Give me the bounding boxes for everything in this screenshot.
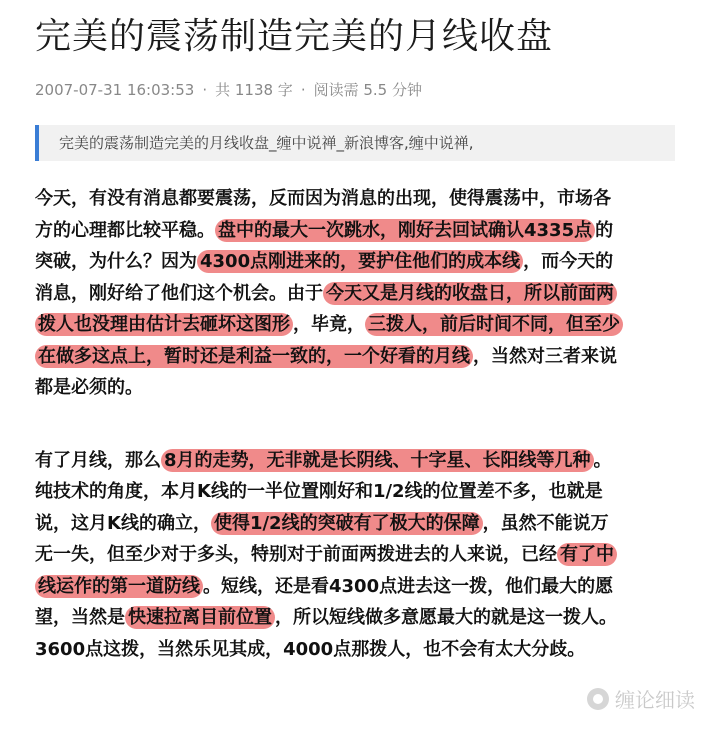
paragraph-line: [35, 183, 679, 215]
highlight: 8月的走势，无非就是长阴线、十字星、长阳线等几种: [161, 449, 594, 472]
text-run: 。短线，还是看4300点进去这一拨，他们最大的愿: [203, 575, 614, 597]
paragraph-line: [35, 341, 679, 373]
text-run: 说，这月K线的确立，: [35, 512, 211, 534]
paragraph-line: [35, 372, 679, 404]
text-run: 消息，刚好给了他们这个机会。由于: [35, 282, 323, 304]
watermark-logo-icon: [587, 688, 609, 710]
paragraph-1: [35, 183, 679, 404]
highlight: 三拨人，前后时间不同，但至少: [365, 313, 623, 336]
paragraph-line: [35, 476, 679, 508]
text-run: 都是必须的。: [35, 377, 143, 398]
watermark: [587, 684, 695, 713]
article-summary: 完美的震荡制造完美的月线收盘_缠中说禅_新浪博客,缠中说禅,: [35, 125, 675, 161]
highlight: 线运作的第一道防线: [35, 575, 203, 598]
paragraph-line: [35, 634, 679, 666]
text-run: ，而今天的: [523, 251, 614, 272]
highlight: 拨人也没理由估计去砸坏这图形: [35, 313, 293, 336]
publish-datetime: 2007-07-31 16:03:53: [35, 81, 195, 99]
article: [35, 0, 680, 665]
text-run: 无一失，但至少对于多头，特别对于前面两拨进去的人来说，已经: [35, 544, 557, 565]
paragraph-line: [35, 215, 679, 247]
paragraph-2: [35, 445, 679, 666]
read-time: 阅读需 5.5 分钟: [313, 81, 422, 99]
paragraph-line: [35, 278, 679, 310]
text-run: 今天，有没有消息都要震荡，反而因为消息的出现，使得震荡中，市场各: [35, 188, 611, 209]
highlight: 在做多这点上，暂时还是利益一致的，一个好看的月线: [35, 345, 473, 368]
text-run: 望，当然是: [35, 607, 125, 628]
paragraph-line: [35, 571, 679, 603]
text-run: 的: [595, 219, 614, 241]
text-run: 突破，为什么？因为: [35, 251, 197, 272]
paragraph-line: [35, 445, 679, 477]
highlight: 使得1/2线的突破有了极大的保障: [211, 512, 483, 535]
paragraph-line: [35, 246, 679, 278]
text-run: ，当然对三者来说: [473, 345, 617, 367]
text-run: 。: [593, 449, 612, 471]
text-run: ，所以短线做多意愿最大的就是这一拨人。: [275, 607, 617, 628]
text-run: ，毕竟，: [293, 314, 365, 335]
word-count: 共 1138 字: [215, 81, 293, 99]
article-meta: [35, 80, 680, 100]
highlight: 盘中的最大一次跳水，刚好去回试确认4335点: [215, 219, 595, 242]
text-run: ，虽然不能说万: [482, 512, 609, 534]
text-run: 纯技术的角度，本月K线的一半位置刚好和1/2线的位置差不多，也就是: [35, 481, 603, 502]
paragraph-line: [35, 508, 679, 540]
highlight: 今天又是月线的收盘日，所以前面两: [323, 282, 617, 305]
meta-separator: ·: [202, 81, 208, 99]
text-run: 有了月线，那么: [35, 449, 161, 471]
paragraph-line: [35, 309, 679, 341]
text-run: 方的心理都比较平稳。: [35, 219, 215, 241]
highlight: 快速拉离目前位置: [125, 606, 275, 629]
highlight: 有了中: [557, 543, 617, 566]
text-run: 3600点这拨，当然乐见其成，4000点那拨人，也不会有太大分歧。: [35, 638, 586, 660]
paragraph-line: [35, 539, 679, 571]
paragraph-line: [35, 602, 679, 634]
highlight: 4300点刚进来的，要护住他们的成本线: [197, 250, 523, 273]
meta-separator: ·: [300, 81, 306, 99]
article-title: 完美的震荡制造完美的月线收盘: [35, 16, 554, 57]
watermark-text: 缠论细读: [615, 688, 695, 712]
